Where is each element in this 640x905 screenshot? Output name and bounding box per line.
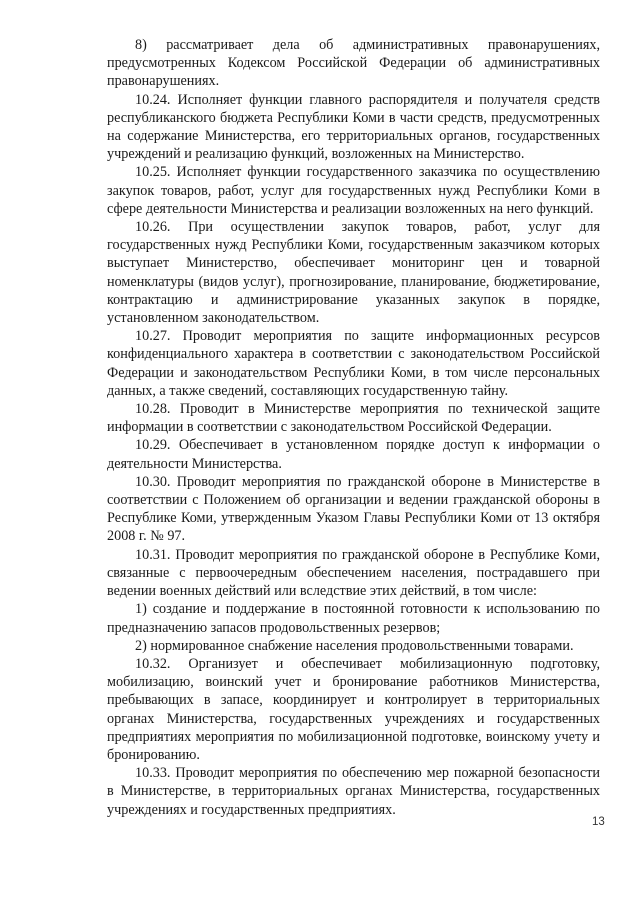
paragraph-10-33: 10.33. Проводит мероприятия по обеспечению мер пожарной безопасности в Министерстве, в территориальных органах Министерства, государственных учреждениях и государственных предприятиях. xyxy=(107,765,600,818)
paragraph-10-29: 10.29. Обеспечивает в установленном порядке доступ к информации о деятельности Министерства. xyxy=(107,437,600,472)
paragraph-item-8: 8) рассматривает дела об административных правонарушениях, предусмотренных Кодексом Российской Федерации об административных правонарушениях. xyxy=(107,37,600,90)
paragraph-10-24: 10.24. Исполняет функции главного распорядителя и получателя средств республиканского бюджета Республики Коми в части средств, предусмотренных на содержание Министерства, его территориальных органов, государственных учреждений и реализацию функций, возложенных на Министерство. xyxy=(107,91,600,163)
paragraph-10-31: 10.31. Проводит мероприятия по гражданской обороне в Республике Коми, связанные с первоочередным обеспечением населения, пострадавшего при ведении военных действий или вследствие этих действий, в том числе: xyxy=(107,546,600,600)
paragraph-10-32: 10.32. Организует и обеспечивает мобилизационную подготовку, мобилизацию, воинский учет и бронирование работников Министерства, пребывающих в запасе, координирует и контролирует в территориальных органах Министерства, государственных учреждениях и государственных предприятиях мероприятия по мобилизационной подготовке, воинскому учету и бронированию. xyxy=(107,655,600,763)
paragraph-10-26: 10.26. При осуществлении закупок товаров, работ, услуг для государственных нужд Республики Коми, государственным заказчиком которых выступает Министерство, обеспечивает мониторинг цен и товарной номенклатуры (видов услуг), прогнозирование, планирование, бюджетирование, контрактацию и администрирование указанных закупок в порядке, установленном законодательством. xyxy=(107,219,600,327)
paragraph-list-item-2: 2) нормированное снабжение населения продовольственными товарами. xyxy=(135,637,574,654)
paragraph-list-item-1: 1) создание и поддержание в постоянной готовности к использованию по предназначению запасов продовольственных резервов; xyxy=(107,601,600,636)
paragraph-10-30: 10.30. Проводит мероприятия по гражданской обороне в Министерстве в соответствии с Положением об организации и ведении гражданской обороны в Республике Коми, утвержденным Указом Главы Республики Коми от 13 октября 2008 г. № 97. xyxy=(107,473,600,545)
paragraph-10-28: 10.28. Проводит в Министерстве мероприятия по технической защите информации в соответствии с законодательством Российской Федерации. xyxy=(107,401,600,436)
page-number: 13 xyxy=(592,816,605,828)
paragraph-10-27: 10.27. Проводит мероприятия по защите информационных ресурсов конфиденциального характера в соответствии с законодательством Российской Федерации и законодательством Республики Коми, в том числе персональных данных, а также сведений, составляющих государственную тайну. xyxy=(107,328,600,399)
document-body xyxy=(107,36,600,819)
paragraph-10-25: 10.25. Исполняет функции государственного заказчика по осуществлению закупок товаров, работ, услуг для государственных нужд Республики Коми в сфере деятельности Министерства и реализации возложенных на него функций. xyxy=(107,164,600,217)
